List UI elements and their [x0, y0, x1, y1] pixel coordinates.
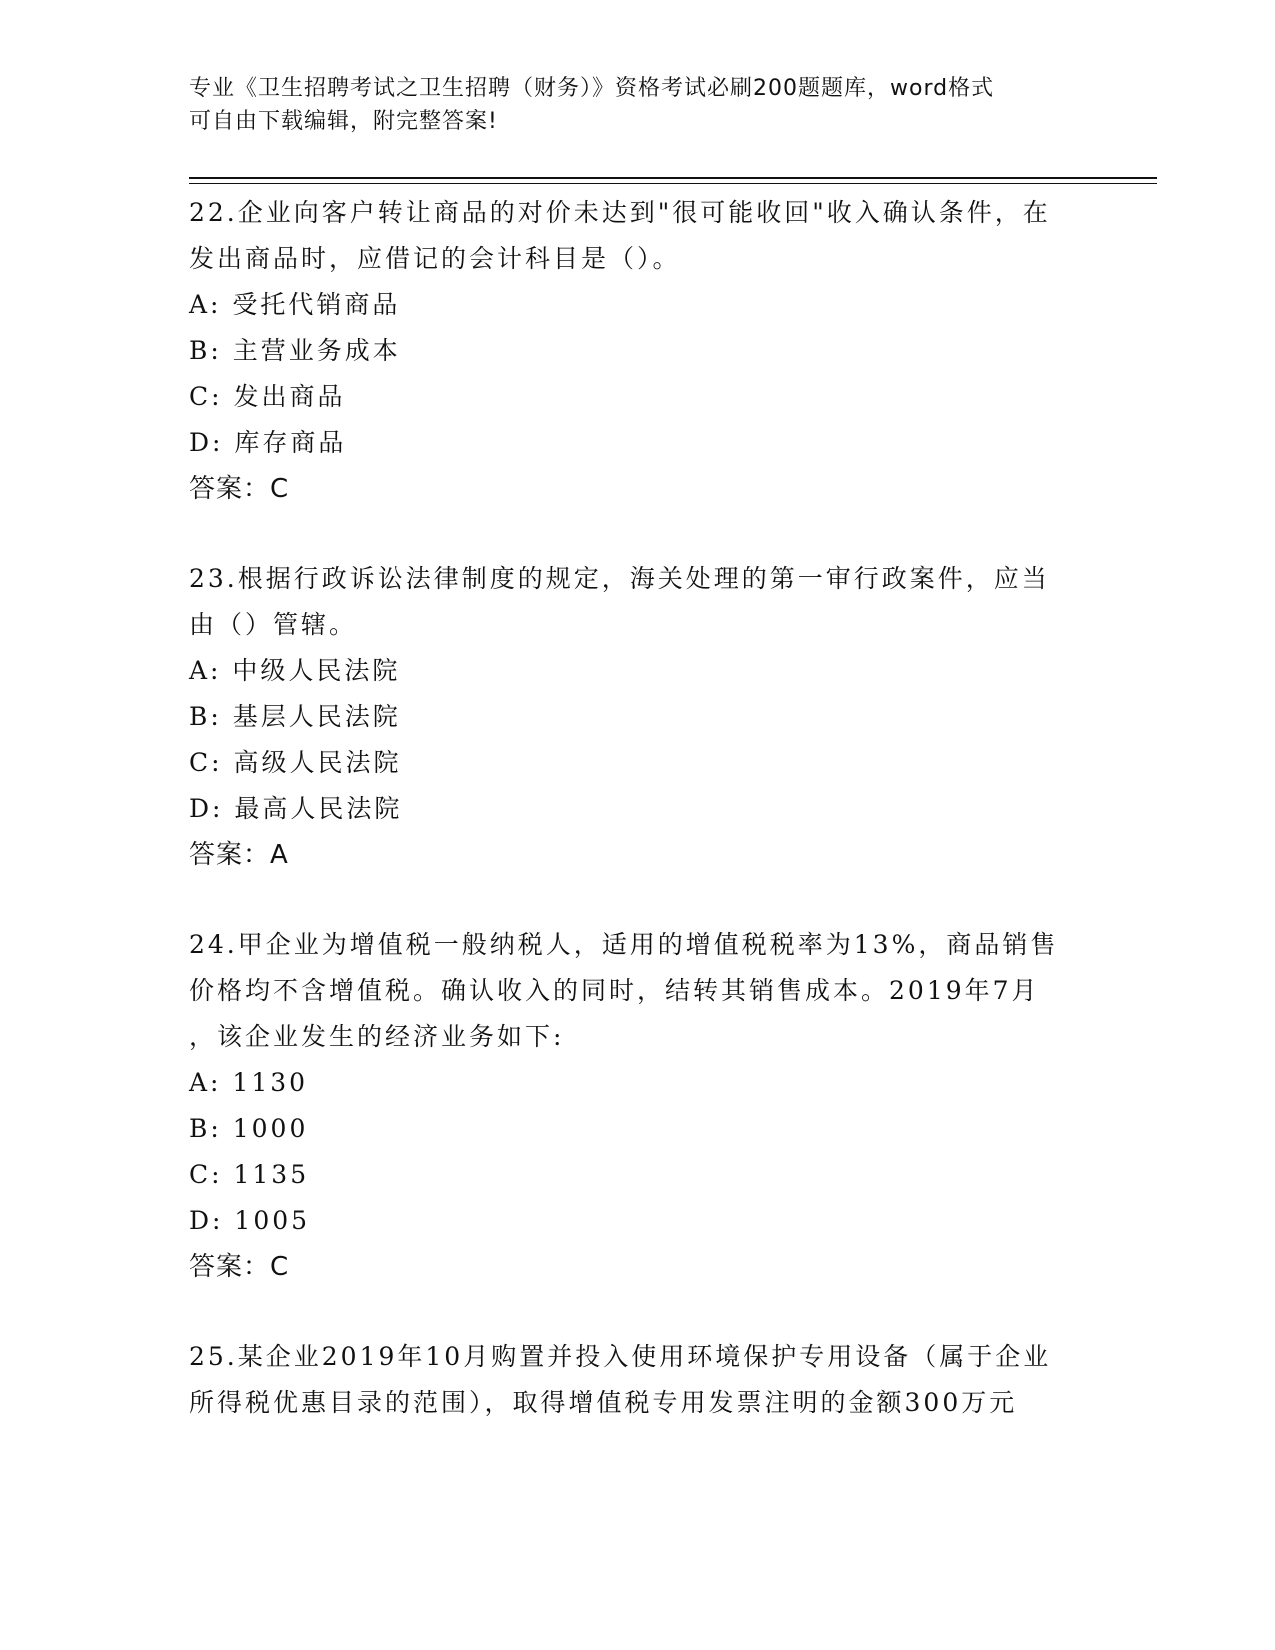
option-d: D: 库存商品 — [189, 428, 347, 457]
question-stem-line: 所得税优惠目录的范围），取得增值税专用发票注明的金额300万元 — [189, 1388, 1018, 1417]
question-stem-line: 发出商品时，应借记的会计科目是（）。 — [189, 244, 681, 273]
question-23 — [189, 556, 1079, 878]
header-divider-thick — [189, 177, 1157, 179]
question-stem-line: 25.某企业2019年10月购置并投入使用环境保护专用设备（属于企业 — [189, 1342, 1052, 1371]
question-22 — [189, 190, 1079, 512]
option-c: C: 高级人民法院 — [189, 748, 402, 777]
header-divider-thin — [189, 183, 1157, 184]
option-d: D: 最高人民法院 — [189, 794, 403, 823]
option-b: B: 主营业务成本 — [189, 336, 401, 365]
option-b: B: 1000 — [189, 1114, 309, 1143]
option-c: C: 1135 — [189, 1160, 310, 1189]
question-stem-line: 23.根据行政诉讼法律制度的规定，海关处理的第一审行政案件，应当 — [189, 564, 1050, 593]
document-header — [189, 72, 1069, 138]
option-c: C: 发出商品 — [189, 382, 346, 411]
option-b: B: 基层人民法院 — [189, 702, 401, 731]
answer-line: 答案：A — [189, 840, 289, 870]
question-24 — [189, 922, 1079, 1290]
question-stem-line: 由（）管辖。 — [189, 610, 358, 639]
question-list — [189, 190, 1079, 1470]
header-title-line-2: 可自由下载编辑，附完整答案! — [189, 109, 498, 134]
question-stem-line: 价格均不含增值税。确认收入的同时，结转其销售成本。2019年7月 — [189, 976, 1040, 1005]
option-a: A: 中级人民法院 — [189, 656, 401, 685]
option-d: D: 1005 — [189, 1206, 311, 1235]
question-25 — [189, 1334, 1079, 1426]
header-title-line-1: 专业《卫生招聘考试之卫生招聘（财务）》资格考试必刷200题题库，word格式 — [189, 76, 995, 101]
option-a: A: 受托代销商品 — [189, 290, 401, 319]
question-stem-line: ，该企业发生的经济业务如下: — [189, 1022, 565, 1051]
question-stem-line: 24.甲企业为增值税一般纳税人，适用的增值税税率为13%，商品销售 — [189, 930, 1059, 959]
option-a: A: 1130 — [189, 1068, 309, 1097]
answer-line: 答案：C — [189, 474, 290, 504]
answer-line: 答案：C — [189, 1252, 290, 1282]
question-stem-line: 22.企业向客户转让商品的对价未达到"很可能收回"收入确认条件，在 — [189, 198, 1051, 227]
